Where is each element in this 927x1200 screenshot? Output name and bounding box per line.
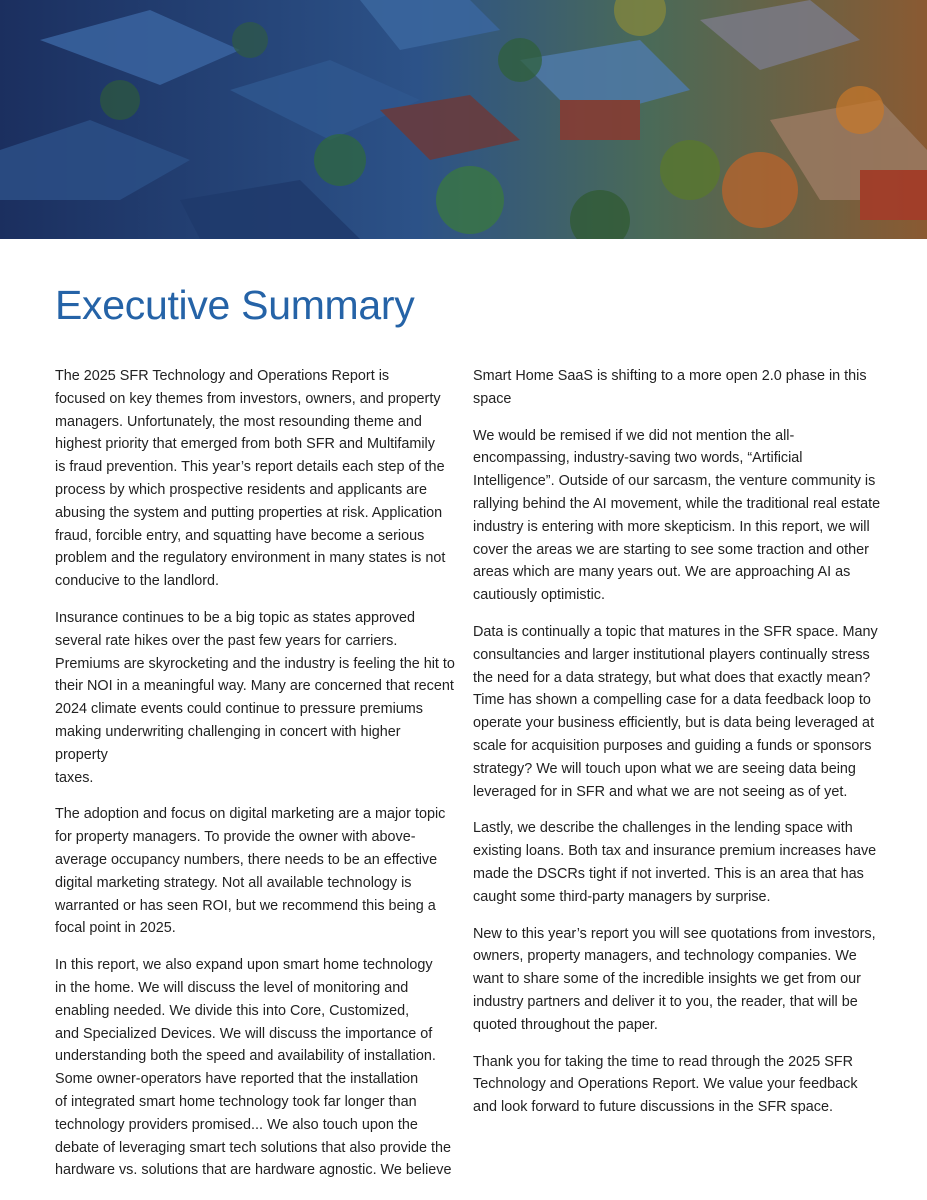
paragraph-quotations: New to this year’s report you will see quotations from investors, owners, property managers, and technology companies. We want to share some of the incredible insights we get from our industry partners and deliver it to you, the reader, that will be quoted throughout the paper.	[473, 925, 876, 1033]
paragraph-insurance: Insurance continues to be a big topic as states approved several rate hikes over the past few years for carriers. Premiums are skyrocketing and the industry is feeling the hit to their NOI in a meaningful way. Many are concerned that recent 2024 climate events could continue to pressure premiums making underwriting challenging in concert with higher property taxes.	[55, 609, 455, 786]
banner-image	[0, 0, 927, 239]
page-title: Executive Summary	[55, 282, 415, 328]
paragraph-ai: We would be remised if we did not mention the all- encompassing, industry-saving two words, “Artificial Intelligence”. Outside of our sarcasm, the venture community is rallying behind the AI movement, while the traditional real estate industry is entering with more skepticism. In this report, we will cover the areas we are starting to see some traction and other areas which are many years out. We are approaching AI as cautiously optimistic.	[473, 427, 881, 604]
paragraph-lending: Lastly, we describe the challenges in the lending space with existing loans. Both tax and insurance premium increases have made the DSCRs tight if not inverted. This is an area that has caught some third-party managers by surprise.	[473, 820, 877, 905]
paragraph-smart-home: In this report, we also expand upon smart home technology in the home. We will discuss the level of monitoring and enabling needed. We divide this into Core, Customized, and Specialized Devices. We will discuss the importance of understanding both the speed and availability of installation. Some owner-operators have reported that the installation of integrated smart home technology took far longer than technology providers promised... We also touch upon the debate of leveraging smart tech solutions that also provide the hardware vs. solutions that are hardware agnostic. We believe	[55, 957, 452, 1179]
paragraph-data: Data is continually a topic that matures in the SFR space. Many consultancies and larger institutional players continually stress the need for a data strategy, but what does that exactly mean? Time has shown a compelling case for a data feedback loop to operate your business efficiently, but is data being leveraged at scale for acquisition purposes and guiding a funds or sponsors strategy? We will touch upon what we are seeing data being leveraged for in SFR and what we are not seeing as of yet.	[473, 623, 878, 800]
left-column	[55, 365, 455, 1196]
right-column	[473, 365, 883, 1133]
paragraph-fraud: The 2025 SFR Technology and Operations Report is focused on key themes from investors, owners, and property managers. Unfortunately, the most resounding theme and highest priority that emerged from both SFR and Multifamily is fraud prevention. This year’s report details each step of the process by which prospective residents and applicants are abusing the system and putting properties at risk. Application fraud, forcible entry, and squatting have become a serious problem and the regulatory environment in many states is not conducive to the landlord.	[55, 368, 446, 590]
aerial-neighborhood-photo	[0, 0, 927, 239]
paragraph-smart-home-continued: Smart Home SaaS is shifting to a more open 2.0 phase in this space	[473, 368, 867, 407]
paragraph-digital-marketing: The adoption and focus on digital marketing are a major topic for property managers. To provide the owner with above- average occupancy numbers, there needs to be an effective digital marketing strategy. Not all available technology is warranted or has seen ROI, but we recommend this being a focal point in 2025.	[55, 806, 446, 937]
paragraph-thank-you: Thank you for taking the time to read through the 2025 SFR Technology and Operations Report. We value your feedback and look forward to future discussions in the SFR space.	[473, 1053, 858, 1116]
